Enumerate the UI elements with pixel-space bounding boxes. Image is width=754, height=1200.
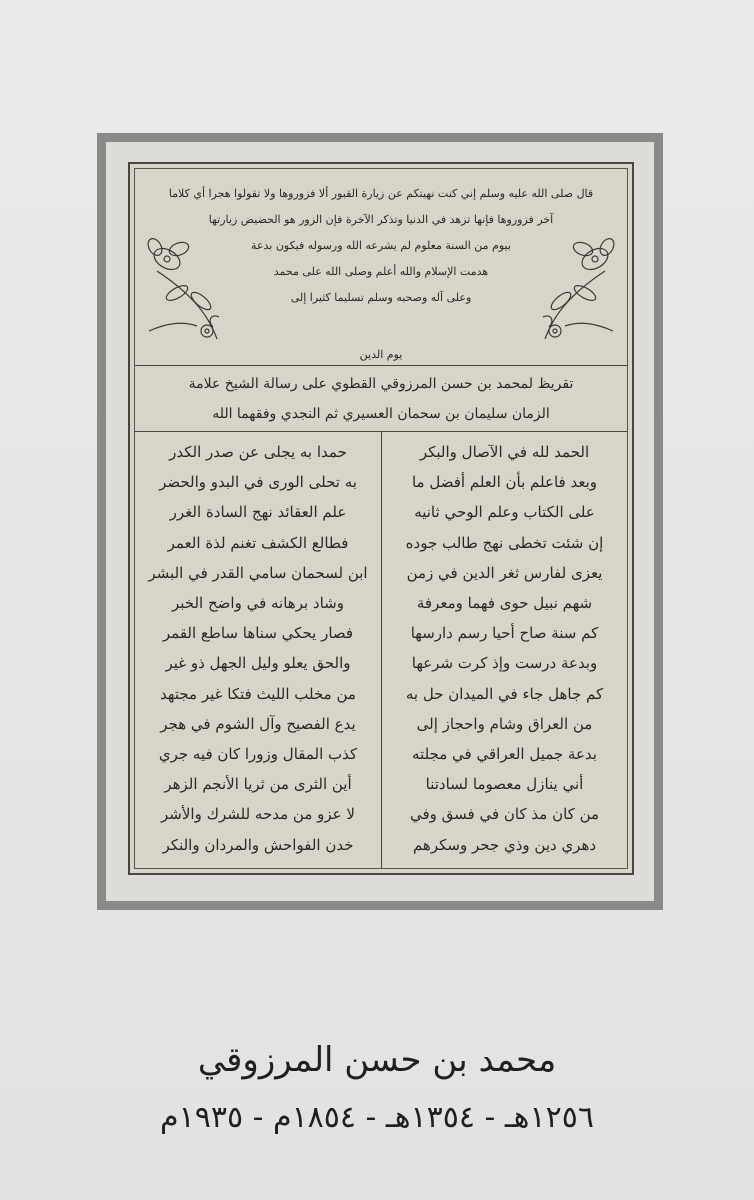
manuscript-line: يوم الدين <box>359 348 403 361</box>
photo-frame <box>97 133 663 910</box>
poem-verse: كذب المقال وزورا كان فيه جري <box>158 745 358 764</box>
poem-verse: من مخلب الليث فتكا غير مجتهد <box>160 684 356 703</box>
manuscript-line: وعلى آله وصحبه وسلم تسليما كثيرا إلى <box>290 291 472 304</box>
manuscript-title-band <box>135 365 627 432</box>
poem-verse: ابن لسحمان سامي القدر في البشر <box>148 563 368 582</box>
manuscript-line: هدمت الإسلام والله أعلم وصلى الله على محمد <box>273 265 489 278</box>
poem-verse: شهم نبيل حوى فهما ومعرفة <box>416 594 593 613</box>
manuscript-title-line: الزمان سليمان بن سحمان العسيري ثم النجدي وفقهما الله <box>212 406 550 422</box>
poem-verse: لا عزو من مدحه للشرك والأشر <box>161 805 355 824</box>
poem-verse: يعزى لفارس ثغر الدين في زمن <box>406 563 603 582</box>
poem-verse: أين الثرى من ثريا الأنجم الزهر <box>164 775 352 794</box>
poem-verse: علم العقائد نهج السادة الغرر <box>169 503 347 522</box>
poem-columns <box>135 431 627 868</box>
poem-verse: من كان مذ كان في فسق وفي <box>409 805 600 824</box>
poem-verse: فطالع الكشف تغنم لذة العمر <box>167 533 349 552</box>
author-name: محمد بن حسن المرزوقي <box>197 1040 557 1080</box>
manuscript-image <box>128 162 634 875</box>
poem-verse: كم سنة صاح أحيا رسم دارسها <box>410 624 599 643</box>
poem-verse: يدع الفصيح وآل الشوم في هجر <box>160 714 356 733</box>
photo-mat <box>106 142 654 901</box>
poem-verse: أني ينازل معصوما لسادتنا <box>425 775 584 794</box>
poem-verse: الحمد لله في الآصال والبكر <box>419 443 590 461</box>
floral-ornament-icon <box>141 231 237 343</box>
manuscript-border <box>134 168 628 869</box>
poem-verse: على الكتاب وعلم الوحي ثانيه <box>414 503 595 522</box>
author-dates: ١٢٥٦هـ - ١٣٥٤هـ - ١٨٥٤م - ١٩٣٥م <box>160 1100 594 1135</box>
poem-column-right <box>381 431 627 868</box>
poem-verse: وبدعة درست وإذ كرت شرعها <box>411 654 598 673</box>
poem-verse: دهري دين وذي جحر وسكرهم <box>412 835 597 854</box>
poem-verse: كم جاهل جاء في الميدان حل به <box>405 684 604 703</box>
poem-verse: إن شئت تخطى نهج طالب جوده <box>405 533 604 552</box>
poem-verse: وشاد برهانه في واضح الخبر <box>171 594 344 613</box>
poem-verse: به تحلى الورى في البدو والحضر <box>159 473 357 492</box>
manuscript-line: بيوم من السنة معلوم لم يشرعه الله ورسوله فيكون بدعة <box>251 239 511 252</box>
manuscript-header-text <box>135 169 627 366</box>
poem-verse: حمدا به يجلى عن صدر الكدر <box>169 443 347 461</box>
floral-ornament-icon <box>525 231 621 343</box>
poem-verse: بدعة جميل العراقي في مجلته <box>412 745 597 764</box>
manuscript-line: قال صلى الله عليه وسلم إني كنت نهيتكم عن زيارة القبور ألا فزوروها ولا تقولوا هجرا أي كلاما <box>168 187 594 200</box>
manuscript-title-line: تقريظ لمحمد بن حسن المرزوقي القطوي على رسالة الشيخ علامة <box>188 376 574 392</box>
poem-verse: والحق يعلو وليل الجهل ذو غير <box>165 654 351 673</box>
poem-column-left <box>135 431 381 868</box>
poem-verse: وبعد فاعلم بأن العلم أفضل ما <box>411 473 597 492</box>
poem-verse: من العراق وشام واحجاز إلى <box>416 714 593 733</box>
manuscript-line: آخر فزوروها فإنها تزهد في الدنيا وتذكر الآخرة فإن الزور هو الحضيض زيارتها <box>208 213 554 226</box>
poem-verse: خدن الفواحش والمردان والنكر <box>162 835 354 854</box>
poem-verse: فصار يحكي سناها ساطع القمر <box>162 624 354 643</box>
